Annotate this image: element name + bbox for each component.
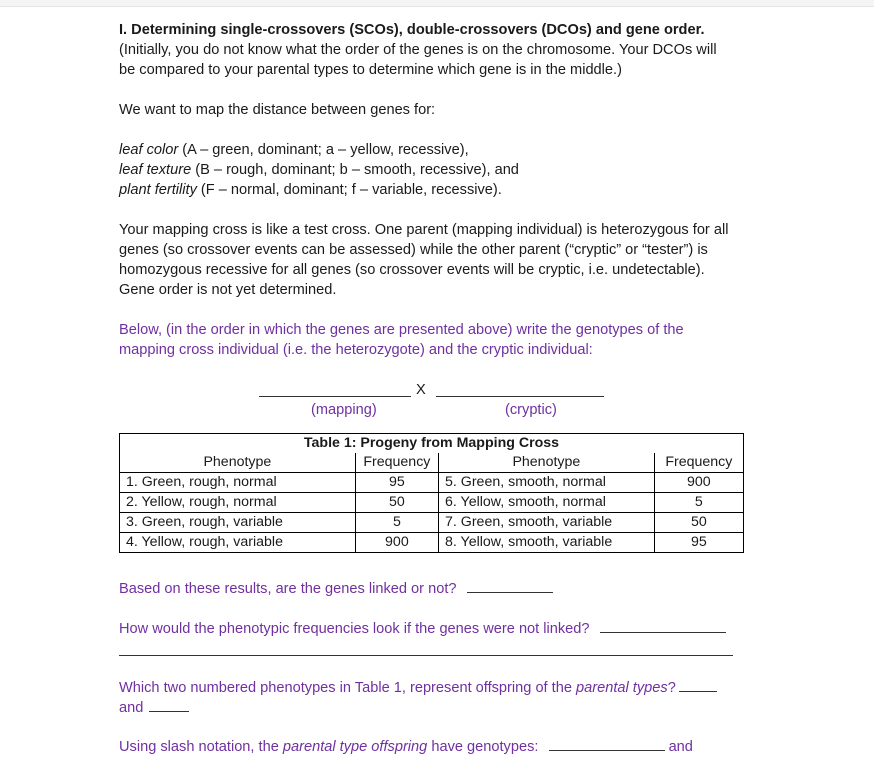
table-caption: Table 1: Progeny from Mapping Cross bbox=[120, 434, 744, 454]
instruction-line: mapping cross individual (i.e. the heterozygote) and the cryptic individual: bbox=[119, 342, 593, 358]
document-body bbox=[119, 20, 749, 418]
phenotype-cell: 3. Green, rough, variable bbox=[120, 513, 356, 533]
table-row bbox=[120, 533, 744, 553]
question-not-linked bbox=[119, 618, 726, 639]
parental-phenotype-blank-2[interactable] bbox=[149, 697, 189, 712]
phenotype-cell: 8. Yellow, smooth, variable bbox=[439, 533, 655, 553]
cross-paragraph bbox=[119, 220, 749, 300]
frequency-cell: 5 bbox=[654, 493, 743, 513]
mapping-label: (mapping) bbox=[311, 402, 377, 418]
table-row bbox=[120, 513, 744, 533]
question-emphasis: parental types bbox=[576, 680, 668, 696]
trait-name: plant fertility bbox=[119, 182, 197, 198]
question-parental-genotypes bbox=[119, 736, 693, 757]
trait-leaf-color bbox=[119, 140, 749, 160]
trait-desc: (F – normal, dominant; f – variable, recessive). bbox=[196, 182, 502, 198]
not-linked-answer-blank[interactable] bbox=[600, 618, 726, 633]
progeny-table bbox=[119, 433, 744, 553]
frequency-cell: 900 bbox=[355, 533, 438, 553]
instruction-line: Below, (in the order in which the genes are presented above) write the genotypes of the bbox=[119, 322, 684, 338]
frequency-cell: 900 bbox=[654, 473, 743, 493]
cross-para-line: Your mapping cross is like a test cross. One parent (mapping individual) is heterozygous for all bbox=[119, 222, 729, 238]
cross-symbol: X bbox=[416, 382, 426, 398]
table-row bbox=[120, 473, 744, 493]
question-parental-and bbox=[119, 697, 189, 718]
section-heading: I. Determining single-crossovers (SCOs), double-crossovers (DCOs) and gene order. bbox=[119, 22, 705, 38]
page-top-edge bbox=[0, 0, 874, 7]
header-frequency: Frequency bbox=[654, 453, 743, 473]
trait-name: leaf color bbox=[119, 142, 179, 158]
and-text: and bbox=[668, 739, 693, 755]
frequency-cell: 50 bbox=[355, 493, 438, 513]
parental-phenotype-blank-1[interactable] bbox=[679, 677, 717, 692]
phenotype-cell: 4. Yellow, rough, variable bbox=[120, 533, 356, 553]
frequency-cell: 95 bbox=[654, 533, 743, 553]
mapping-genotype-blank[interactable] bbox=[259, 384, 411, 397]
header-phenotype: Phenotype bbox=[439, 453, 655, 473]
intro-line-2: be compared to your parental types to determine which gene is in the middle.) bbox=[119, 62, 622, 78]
frequency-cell: 95 bbox=[355, 473, 438, 493]
cryptic-genotype-blank[interactable] bbox=[436, 384, 604, 397]
trait-name: leaf texture bbox=[119, 162, 192, 178]
cross-para-line: genes (so crossover events can be assessed) while the other parent (“cryptic” or “tester”) is bbox=[119, 242, 708, 258]
trait-plant-fertility bbox=[119, 180, 749, 200]
question-text: have genotypes: bbox=[427, 739, 539, 755]
intro-line-1: (Initially, you do not know what the order of the genes is on the chromosome. Your DCOs will bbox=[119, 42, 717, 58]
phenotype-cell: 5. Green, smooth, normal bbox=[439, 473, 655, 493]
trait-desc: (A – green, dominant; a – yellow, recessive), bbox=[178, 142, 469, 158]
trait-leaf-texture bbox=[119, 160, 749, 180]
and-text: and bbox=[119, 700, 144, 716]
not-linked-answer-line[interactable] bbox=[119, 654, 733, 656]
frequency-cell: 50 bbox=[654, 513, 743, 533]
question-linked bbox=[119, 578, 553, 599]
linked-answer-blank[interactable] bbox=[467, 578, 553, 593]
question-text: Based on these results, are the genes linked or not? bbox=[119, 581, 457, 597]
trait-list bbox=[119, 140, 749, 200]
question-parental-phenotypes bbox=[119, 677, 717, 698]
phenotype-cell: 7. Green, smooth, variable bbox=[439, 513, 655, 533]
parental-genotype-blank-1[interactable] bbox=[549, 736, 665, 751]
frequency-cell: 5 bbox=[355, 513, 438, 533]
question-text: Using slash notation, the bbox=[119, 739, 283, 755]
phenotype-cell: 1. Green, rough, normal bbox=[120, 473, 356, 493]
table-row bbox=[120, 493, 744, 513]
table-header-row bbox=[120, 453, 744, 473]
cross-para-line: Gene order is not yet determined. bbox=[119, 282, 337, 298]
cryptic-label: (cryptic) bbox=[505, 402, 557, 418]
cross-answer-area bbox=[119, 380, 749, 418]
question-text: ? bbox=[667, 680, 676, 696]
header-phenotype: Phenotype bbox=[120, 453, 356, 473]
cross-para-line: homozygous recessive for all genes (so crossover events will be cryptic, i.e. undetectable). bbox=[119, 262, 705, 278]
instruction bbox=[119, 320, 749, 360]
question-text: Which two numbered phenotypes in Table 1, represent offspring of the bbox=[119, 680, 577, 696]
question-text: How would the phenotypic frequencies look if the genes were not linked? bbox=[119, 621, 590, 637]
phenotype-cell: 6. Yellow, smooth, normal bbox=[439, 493, 655, 513]
question-emphasis: parental type offspring bbox=[282, 739, 428, 755]
phenotype-cell: 2. Yellow, rough, normal bbox=[120, 493, 356, 513]
header-frequency: Frequency bbox=[355, 453, 438, 473]
map-intro: We want to map the distance between genes for: bbox=[119, 102, 436, 118]
trait-desc: (B – rough, dominant; b – smooth, recessive), and bbox=[191, 162, 519, 178]
